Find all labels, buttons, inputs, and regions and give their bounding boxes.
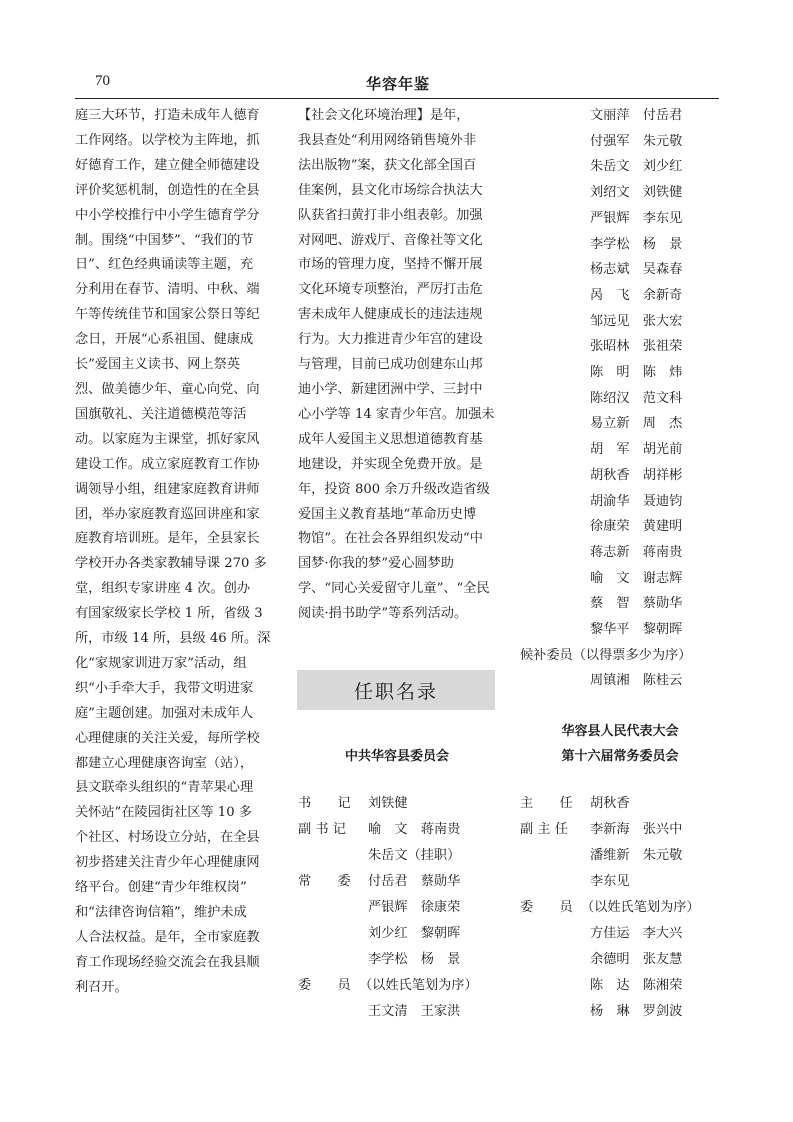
text-line: 长”爱国主义读书、网上祭英 — [75, 357, 240, 373]
member-names: 易立新 周 杰 — [590, 416, 683, 432]
roster-names: （以姓氏笔划为序） — [359, 978, 478, 993]
text-line: 午等传统佳节和国家公祭日等纪 — [75, 307, 260, 323]
roster-role: 常 委 — [298, 874, 351, 889]
text-line: 阅读·捐书助学”等系列活动。 — [298, 606, 468, 622]
roster-role: 委 员 — [520, 900, 573, 915]
member-names: 胡渝华 聂迪钧 — [590, 493, 683, 509]
text-line: 我县查处“利用网络销售境外非 — [298, 132, 477, 148]
text-line: 育工作现场经验交流会在我县顺 — [75, 954, 260, 970]
text-line: 法出版物”案，获文化部全国百 — [298, 157, 477, 173]
roster-role: 主 任 — [520, 796, 573, 811]
text-line: 评价奖惩机制，创造性的在全县 — [75, 182, 260, 198]
text-line: 人合法权益。是年，全市家庭教 — [75, 929, 260, 945]
text-line: 与管理，目前已成功创建东山邦 — [298, 357, 483, 373]
text-line: 文化环境专项整治，严厉打击危 — [298, 282, 483, 298]
npc-title-line1: 华容县人民代表大会 — [561, 724, 679, 739]
text-line: 建设工作。成立家庭教育工作协 — [75, 456, 260, 472]
text-line: 害未成年人健康成长的违法违规 — [298, 307, 483, 323]
text-line: 团，举办家庭教育巡回讲座和家 — [75, 506, 260, 522]
text-line: 物馆”。在社会各界组织发动“中 — [298, 531, 483, 547]
alternate-members-names: 周镇湘 陈桂云 — [590, 673, 683, 689]
text-line: 行为。大力推进青少年宫的建设 — [298, 332, 483, 348]
roster-names: 胡秋香 — [590, 796, 630, 811]
text-line: 和“法律咨询信箱”，维护未成 — [75, 905, 247, 920]
text-line: 庭”主题创建。加强对未成年人 — [75, 705, 254, 721]
running-header-title: 华容年鉴 — [366, 75, 431, 93]
roster-role: 书 记 — [298, 796, 351, 811]
text-line: 烈、做美德少年、童心向党、向 — [75, 381, 260, 397]
text-line: 都建立心理健康咨询室（站）， — [75, 755, 254, 771]
cpc-committee-title: 中共华容县委员会 — [344, 749, 449, 764]
text-line: 学校开办各类家教辅导课 270 多 — [75, 556, 267, 572]
member-names: 张昭林 张祖荣 — [590, 339, 683, 355]
roster-names: 严银辉 徐康荣 — [368, 900, 461, 915]
text-line: 爱国主义教育基地“革命历史博 — [298, 506, 477, 522]
text-line: 【社会文化环境治理】是年， — [298, 108, 470, 123]
roster-names: 刘少红 黎朝晖 — [368, 926, 461, 941]
roster-names: 余德明 张友慧 — [590, 952, 683, 967]
text-line: 络平台。创建“青少年维权岗” — [75, 880, 247, 896]
member-names: 朱岳文 刘少红 — [590, 159, 683, 175]
text-line: 市场的管理力度，坚持不懈开展 — [298, 257, 483, 273]
text-line: 心理健康的关注关爱，每所学校 — [75, 730, 260, 746]
roster-names: 朱岳文（挂职） — [368, 848, 461, 863]
roster-names: 刘铁健 — [368, 796, 408, 811]
text-line: 个社区、村场设立分站，在全县 — [75, 830, 260, 846]
roster-names: （以姓氏笔划为序） — [581, 900, 700, 915]
text-line: 利召开。 — [75, 979, 128, 995]
text-line: 迪小学、新建团洲中学、三封中 — [298, 381, 483, 397]
text-line: 佳案例，县文化市场综合执法大 — [298, 182, 483, 198]
page-number: 70 — [95, 73, 110, 89]
npc-title-line2: 第十六届常务委员会 — [561, 749, 679, 764]
text-line: 日”、红色经典诵读等主题，充 — [75, 257, 254, 273]
member-names: 杨志斌 吴森春 — [590, 262, 683, 278]
text-line: 对网吧、游戏厅、音像社等文化 — [298, 232, 483, 248]
text-line: 织“小手牵大手，我带文明进家 — [75, 680, 254, 696]
text-line: 县文联牵头组织的“青苹果心理 — [75, 780, 254, 796]
text-line: 年，投资 800 余万升级改造省级 — [298, 481, 490, 497]
text-line: 初步搭建关注青少年心理健康网 — [75, 855, 260, 871]
header-rule — [75, 98, 719, 99]
text-line: 堂，组织专家讲座 4 次。创办 — [75, 581, 251, 597]
member-names: 蔡 智 蔡勋华 — [590, 596, 683, 612]
roster-names: 李东见 — [590, 874, 630, 889]
text-line: 成年人爱国主义思想道德教育基 — [298, 431, 483, 447]
text-line: 制。围绕“中国梦”、“我们的节 — [75, 232, 254, 248]
roster-names: 李学松 杨 景 — [368, 952, 461, 967]
roster-names: 潘维新 朱元敬 — [590, 848, 683, 863]
text-line: 分利用在春节、清明、中秋、端 — [75, 282, 260, 298]
roster-names: 杨 琳 罗剑波 — [590, 1004, 683, 1019]
member-names: 喻 文 谢志辉 — [590, 570, 683, 586]
roster-names: 喻 文 蒋南贵 — [368, 822, 461, 837]
text-line: 国梦·你我的梦”爱心圆梦助 — [298, 556, 454, 572]
member-names: 付强军 朱元敬 — [590, 133, 683, 149]
text-line: 心小学等 14 家青少年宫。加强未 — [298, 406, 495, 422]
roster-names: 陈 达 陈湘荣 — [590, 978, 683, 993]
text-line: 队获省扫黄打非小组表彰。加强 — [298, 207, 483, 223]
roster-role: 委 员 — [298, 978, 351, 993]
member-names: 呙 飞 余新奇 — [590, 287, 683, 303]
column-1-body — [75, 104, 280, 1001]
roster-names: 王文清 王家洪 — [368, 1004, 461, 1019]
column-2-body — [298, 104, 498, 627]
text-line: 工作网络。以学校为主阵地，抓 — [75, 132, 260, 148]
text-line: 庭教育培训班。是年，全县家长 — [75, 531, 260, 547]
member-names: 陈 明 陈 炜 — [590, 365, 683, 380]
member-names: 蒋志新 蒋南贵 — [590, 544, 683, 560]
text-line: 所，市级 14 所，县级 46 所。深 — [75, 631, 271, 647]
member-names: 陈绍汉 范文科 — [590, 390, 683, 406]
roster-role: 副 书 记 — [298, 822, 346, 837]
member-names: 李学松 杨 景 — [590, 236, 683, 252]
text-line: 调领导小组，组建家庭教育讲师 — [75, 481, 260, 497]
text-line: 地建设，并实现全免费开放。是 — [298, 456, 483, 472]
text-line: 中小学校推行中小学生德育学分 — [75, 207, 260, 223]
roster-names: 方佳运 李大兴 — [590, 926, 683, 941]
text-line: 好德育工作，建立健全师德建设 — [75, 157, 260, 173]
member-names: 胡 军 胡光前 — [590, 442, 683, 458]
member-names: 胡秋香 胡祥彬 — [590, 467, 683, 483]
roster-role: 副 主 任 — [520, 822, 568, 837]
text-line: 有国家级家长学校 1 所，省级 3 — [75, 606, 263, 622]
alternate-members-label: 候补委员（以得票多少为序） — [520, 647, 692, 663]
text-line: 化“家规家训进万家”活动，组 — [75, 655, 247, 671]
roster-names: 付岳君 蔡勋华 — [368, 874, 461, 889]
member-names: 刘绍文 刘铁健 — [590, 185, 683, 201]
member-names: 文丽萍 付岳君 — [590, 108, 683, 123]
text-line: 关怀站”在陵园街社区等 10 多 — [75, 805, 252, 821]
member-names: 黎华平 黎朝晖 — [590, 622, 683, 637]
section-banner: 任职名录 — [297, 670, 495, 710]
member-names: 徐康荣 黄建明 — [590, 519, 683, 535]
text-line: 学、“同心关爱留守儿童”、“全民 — [298, 581, 490, 597]
roster-names: 李新海 张兴中 — [590, 822, 683, 837]
text-line: 庭三大环节，打造未成年人德育 — [75, 108, 260, 123]
text-line: 动。以家庭为主课堂，抓好家风 — [75, 431, 260, 447]
member-names: 邹远见 张大宏 — [590, 313, 683, 329]
text-line: 国旗敬礼、关注道德模范等活 — [75, 406, 247, 422]
text-line: 念日，开展“心系祖国、健康成 — [75, 332, 254, 348]
member-names: 严银辉 李东见 — [590, 210, 683, 226]
